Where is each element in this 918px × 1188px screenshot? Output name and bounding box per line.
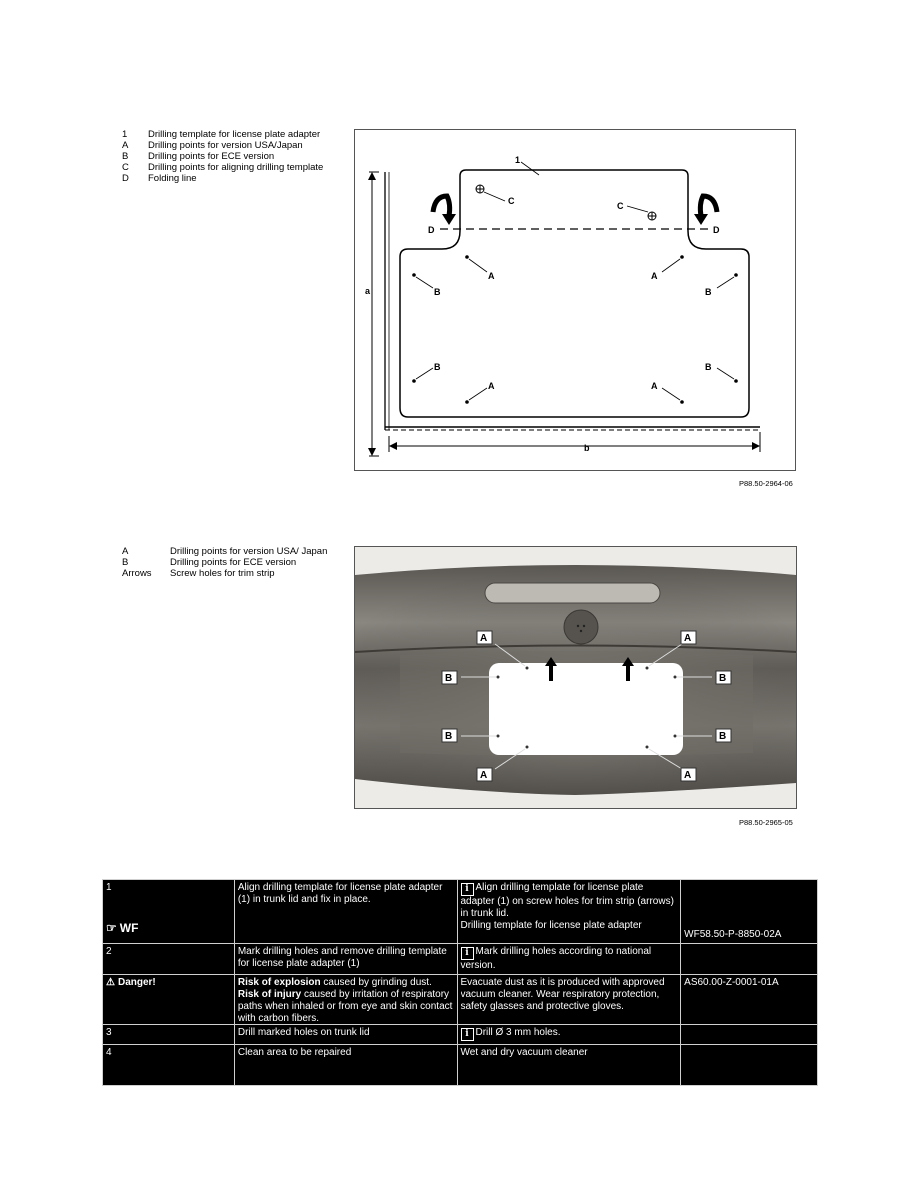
legend-text: Drilling points for version USA/ Japan bbox=[170, 546, 328, 557]
label-a: A bbox=[480, 633, 488, 644]
step-number: 4 bbox=[103, 1045, 235, 1086]
label-b: B bbox=[705, 287, 712, 297]
step-ref[interactable]: WF58.50-P-8850-02A bbox=[681, 880, 818, 944]
legend-text: Drilling points for ECE version bbox=[148, 151, 275, 162]
figure1-reference: P88.50-2964-06 bbox=[739, 479, 793, 488]
legend-text: Drilling points for ECE version bbox=[170, 557, 297, 568]
legend-item bbox=[122, 129, 332, 140]
figure2-reference: P88.50-2965-05 bbox=[739, 818, 793, 827]
warning-note-cell bbox=[457, 975, 681, 1025]
legend-item bbox=[122, 173, 332, 184]
info-icon: i bbox=[461, 1028, 474, 1041]
step-ref bbox=[681, 1045, 818, 1086]
label-b: B bbox=[705, 362, 712, 372]
step-note-cell bbox=[457, 1025, 681, 1045]
legend-item bbox=[122, 151, 332, 162]
legend-key: B bbox=[122, 151, 129, 162]
step-number: 2 bbox=[103, 944, 235, 975]
label-b: B bbox=[434, 362, 441, 372]
legend-key: A bbox=[122, 546, 129, 557]
warning-note: Evacuate dust as it is produced with approved vacuum cleaner. Wear respiratory protection, safety glasses and protective gloves. bbox=[460, 977, 665, 1012]
legend-key: Arrows bbox=[122, 568, 152, 579]
label-dim-a: a bbox=[365, 286, 371, 296]
injury-risk-label: Risk of injury bbox=[237, 989, 302, 1000]
table-row bbox=[103, 944, 818, 975]
warning-text-cell bbox=[234, 975, 457, 1025]
label-d: D bbox=[713, 225, 720, 235]
label-b: B bbox=[719, 731, 727, 742]
explosion-risk-label: Risk of explosion bbox=[237, 977, 321, 988]
label-c: C bbox=[617, 201, 624, 211]
step-note-secondary: Drilling template for license plate adapter bbox=[460, 920, 642, 931]
legend-item bbox=[122, 162, 332, 173]
table-row bbox=[103, 975, 818, 1025]
label-b: B bbox=[719, 673, 727, 684]
trunk-lid-photo bbox=[354, 546, 797, 809]
danger-label: Danger! bbox=[117, 977, 156, 988]
legend-text: Drilling template for license plate adapter bbox=[148, 129, 321, 140]
legend-text: Folding line bbox=[148, 173, 197, 184]
procedure-table bbox=[102, 879, 818, 1086]
label-a: A bbox=[651, 381, 658, 391]
legend-text: Drilling points for aligning drilling template bbox=[148, 162, 324, 173]
step-number-cell bbox=[103, 880, 235, 944]
label-b: B bbox=[445, 731, 453, 742]
explosion-risk-text: caused by grinding dust. bbox=[320, 977, 432, 988]
template-drawing bbox=[355, 130, 795, 470]
label-a: A bbox=[488, 271, 495, 281]
legend-item bbox=[122, 568, 332, 579]
warning-cell bbox=[103, 975, 235, 1025]
wf-label: WF bbox=[119, 921, 139, 935]
step-action: Clean area to be repaired bbox=[234, 1045, 457, 1086]
legend-item bbox=[122, 140, 332, 151]
label-a: A bbox=[651, 271, 658, 281]
legend-key: B bbox=[122, 557, 129, 568]
table-row bbox=[103, 880, 818, 944]
label-b: B bbox=[445, 673, 453, 684]
legend-key: A bbox=[122, 140, 129, 151]
step-action: Drill marked holes on trunk lid bbox=[234, 1025, 457, 1045]
legend-text: Screw holes for trim strip bbox=[170, 568, 275, 579]
warning-ref[interactable]: AS60.00-Z-0001-01A bbox=[681, 975, 818, 1025]
legend-key: 1 bbox=[122, 129, 128, 140]
step-note-cell bbox=[457, 880, 681, 944]
drilling-template-diagram bbox=[354, 129, 796, 471]
step-action: Align drilling template for license plate adapter (1) in trunk lid and fix in place. bbox=[234, 880, 457, 944]
label-a: A bbox=[684, 633, 692, 644]
step-note: Drill Ø 3 mm holes. bbox=[475, 1027, 561, 1038]
step-note: Align drilling template for license plate adapter (1) on screw holes for trim strip (arrows) in trunk lid. bbox=[460, 882, 674, 919]
legend-key: C bbox=[122, 162, 129, 173]
step-number: 1 bbox=[106, 882, 112, 893]
label-d: D bbox=[428, 225, 435, 235]
label-1: 1 bbox=[515, 155, 521, 165]
label-a: A bbox=[488, 381, 495, 391]
info-icon: i bbox=[461, 883, 474, 896]
trunk-lid-illustration bbox=[355, 547, 796, 808]
step-note: Mark drilling holes according to national version. bbox=[460, 946, 652, 971]
legend-text: Drilling points for version USA/Japan bbox=[148, 140, 303, 151]
injury-risk-text: caused by irritation of respiratory paths when inhaled or from eye and skin contact with carbon fibers. bbox=[237, 989, 453, 1022]
warning-triangle-icon: ⚠ bbox=[106, 977, 115, 988]
info-icon: i bbox=[461, 947, 474, 960]
legend-key: D bbox=[122, 173, 129, 184]
legend-item bbox=[122, 557, 332, 568]
pointing-hand-icon: ☞ bbox=[106, 921, 117, 935]
table-row bbox=[103, 1045, 818, 1086]
step-note-cell bbox=[457, 944, 681, 975]
warning-text bbox=[238, 977, 454, 1022]
step-number: 3 bbox=[103, 1025, 235, 1045]
label-c: C bbox=[508, 196, 515, 206]
label-dim-b: b bbox=[584, 443, 590, 453]
step-ref bbox=[681, 944, 818, 975]
label-a: A bbox=[684, 770, 692, 781]
legend-item bbox=[122, 546, 332, 557]
figure1-legend bbox=[122, 129, 332, 184]
step-note: Wet and dry vacuum cleaner bbox=[457, 1045, 681, 1086]
danger-warning bbox=[106, 977, 231, 989]
step-action: Mark drilling holes and remove drilling template for license plate adapter (1) bbox=[234, 944, 457, 975]
label-b: B bbox=[434, 287, 441, 297]
wf-badge bbox=[106, 922, 231, 934]
table-row bbox=[103, 1025, 818, 1045]
label-a: A bbox=[480, 770, 488, 781]
figure2-legend bbox=[122, 546, 332, 579]
step-ref bbox=[681, 1025, 818, 1045]
